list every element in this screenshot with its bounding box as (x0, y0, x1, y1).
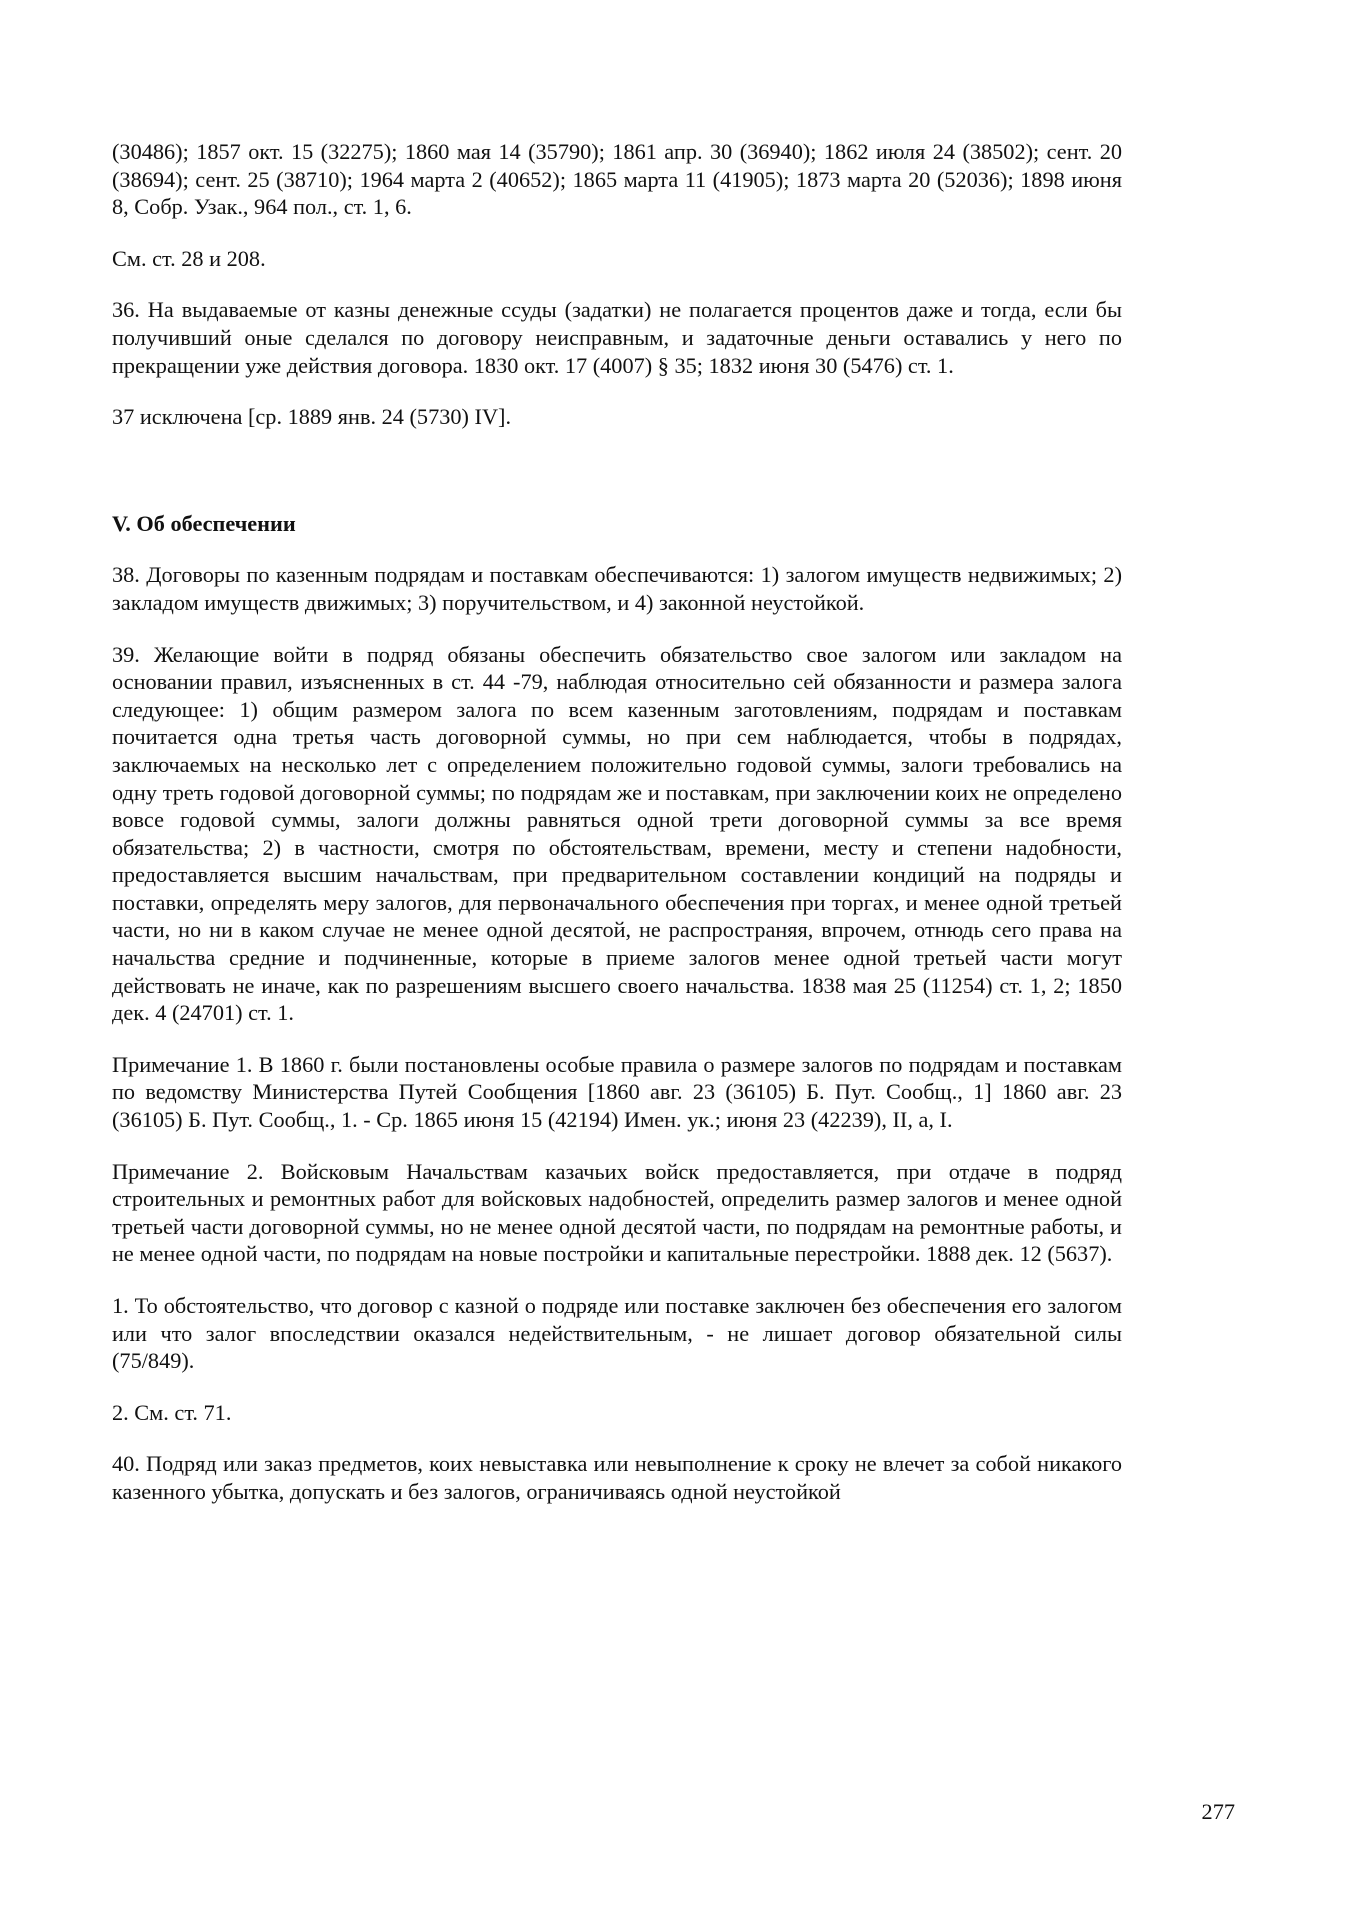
section-heading: V. Об обеспечении (112, 510, 296, 536)
paragraph-cross-reference: См. ст. 28 и 208. (112, 245, 266, 271)
page-number: 277 (1201, 1799, 1235, 1824)
paragraph-note-1: Примечание 1. В 1860 г. были постановлены особые правила о размере залогов по подрядам и поставкам по ведомству Министерства Путей Сообщения [1860 авг. 23 (36105) Б. Пут. Сообщ., 1] 1860 авг. 23 (36105) Б. Пут. Сообщ., 1. - Ср. 1865 июня 15 (42194) Имен. ук.; июня 23 (42239), II, а, I. (112, 1051, 1122, 1133)
section-spacer (112, 455, 1122, 510)
paragraph-article-40: 40. Подряд или заказ предметов, коих невыставка или невыполнение к сроку не влечет за собой никакого казенного убытка, допускать и без залогов, ограничиваясь одной неустойкой (112, 1451, 1122, 1504)
paragraph-legal-references: (30486); 1857 окт. 15 (32275); 1860 мая 14 (35790); 1861 апр. 30 (36940); 1862 июля 24 (38502); сент. 20 (38694); сент. 25 (38710); 1964 марта 2 (40652); 1865 марта 11 (41905); 1873 марта 20 (52036); 1898 июня 8, Собр. Узак., 964 пол., ст. 1, 6. (112, 139, 1122, 220)
paragraph-note-2: Примечание 2. Войсковым Начальствам казачьих войск предоставляется, при отдаче в подряд строительных и ремонтных работ для войсковых надобностей, определить размер залогов и менее одной третьей части договорной суммы, но не менее одной десятой части, по подрядам на ремонтные работы, и не менее одной части, по подрядам на новые постройки и капитальные перестройки. 1888 дек. 12 (5637). (112, 1158, 1122, 1267)
paragraph-article-36: 36. На выдаваемые от казны денежные ссуды (задатки) не полагается процентов даже и тогда, если бы получивший оные сделался по договору неисправным, и задаточные деньги оставались у него по прекращении уже действия договора. 1830 окт. 17 (4007) § 35; 1832 июня 30 (5476) ст. 1. (112, 297, 1122, 378)
paragraph-commentary-1: 1. То обстоятельство, что договор с казной о подряде или поставке заключен без обеспечения его залогом или что залог впоследствии оказался недействительным, - не лишает договор обязательной силы (75/849). (112, 1293, 1122, 1374)
page-content (112, 138, 1122, 1530)
paragraph-commentary-2: 2. См. ст. 71. (112, 1399, 232, 1425)
paragraph-article-37: 37 исключена [ср. 1889 янв. 24 (5730) IV]. (112, 404, 512, 430)
paragraph-article-39: 39. Желающие войти в подряд обязаны обеспечить обязательство свое залогом или закладом на основании правил, изъясненных в ст. 44 -79, наблюдая относительно сей обязанности и размера залога следующее: 1) общим размером залога по всем казенным заготовлениям, подрядам и поставкам почитается одна третья часть договорной суммы, но при сем наблюдается, чтобы в подрядах, заключаемых на несколько лет с определением положительно годовой суммы, залоги требовались на одну треть годовой договорной суммы; по подрядам же и поставкам, при заключении коих не определено вовсе годовой суммы, залоги должны равняться одной трети договорной суммы за все время обязательства; 2) в частности, смотря по обстоятельствам, времени, месту и степени надобности, предоставляется высшим начальствам, при предварительном составлении кондиций на подряды и поставки, определять меру залогов, для первоначального обеспечения при торгах, и менее одной третьей части, но ни в каком случае не менее одной десятой, не распространяя, впрочем, отнюдь сего права на начальства средние и подчиненные, которые в приеме залогов менее одной третьей части могут действовать не иначе, как по разрешениям высшего своего начальства. 1838 мая 25 (11254) ст. 1, 2; 1850 дек. 4 (24701) ст. 1. (112, 641, 1122, 1026)
paragraph-article-38: 38. Договоры по казенным подрядам и поставкам обеспечиваются: 1) залогом имуществ недвижимых; 2) закладом имуществ движимых; 3) поручительством, и 4) законной неустойкой. (112, 562, 1122, 615)
